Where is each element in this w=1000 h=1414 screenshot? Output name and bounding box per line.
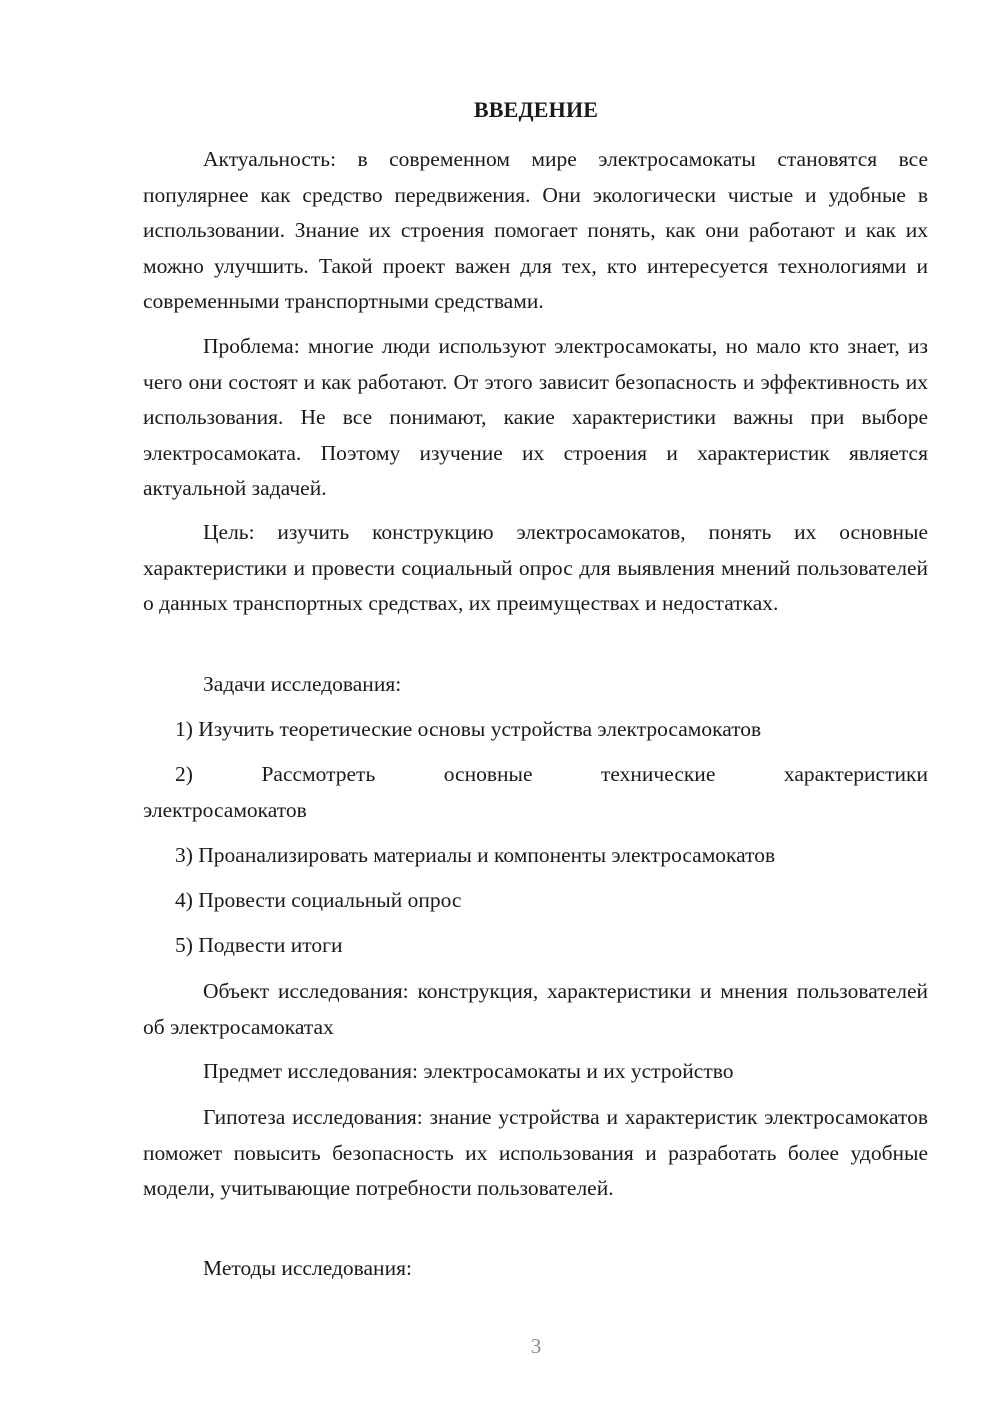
page-number: 3 [530,1334,542,1358]
page-title: ВВЕДЕНИЕ [473,97,599,122]
paragraph-problem: Проблема: многие люди используют электросамокаты, но мало кто знает, из чего они состоят и как работают. От этого зависит безопасность и эффективность их использования. Не все понимают, какие характеристики важны при выборе электросамоката. Поэтому изучение их строения и характеристик является актуальной задачей. [143,334,928,500]
task-item-4: 4) Провести социальный опрос [175,888,462,912]
task-item-2-word: Рассмотреть [261,762,376,786]
task-item-2-word: 2) [175,762,193,786]
task-item-2 [143,757,928,828]
task-item-5: 5) Подвести итоги [175,933,343,957]
tasks-heading: Задачи исследования: [203,672,402,696]
paragraph-object: Объект исследования: конструкция, характеристики и мнения пользователей об электросамокатах [143,979,928,1039]
paragraph-goal: Цель: изучить конструкцию электросамокатов, понять их основные характеристики и провести социальный опрос для выявления мнений пользователей о данных транспортных средствах, их преимуществах и недостатках. [143,520,928,615]
task-item-2-word: характеристики [783,762,928,786]
methods-heading: Методы исследования: [203,1256,412,1280]
paragraph-relevance: Актуальность: в современном мире электросамокаты становятся все популярнее как средство передвижения. Они экологически чистые и удобные в использовании. Знание их строения помогает понять, как они работают и как их можно улучшить. Такой проект важен для тех, кто интересуется технологиями и современными транспортными средствами. [143,147,928,313]
task-item-3: 3) Проанализировать материалы и компоненты электросамокатов [175,843,776,867]
task-item-2-word: технические [601,762,716,786]
task-item-2-word: основные [443,762,533,786]
paragraph-hypothesis: Гипотеза исследования: знание устройства и характеристик электросамокатов поможет повысить безопасность их использования и разработать более удобные модели, учитывающие потребности пользователей. [143,1105,928,1200]
paragraph-subject: Предмет исследования: электросамокаты и их устройство [203,1059,734,1083]
task-item-1: 1) Изучить теоретические основы устройства электросамокатов [175,717,762,741]
task-item-2-continuation: электросамокатов [143,797,307,822]
